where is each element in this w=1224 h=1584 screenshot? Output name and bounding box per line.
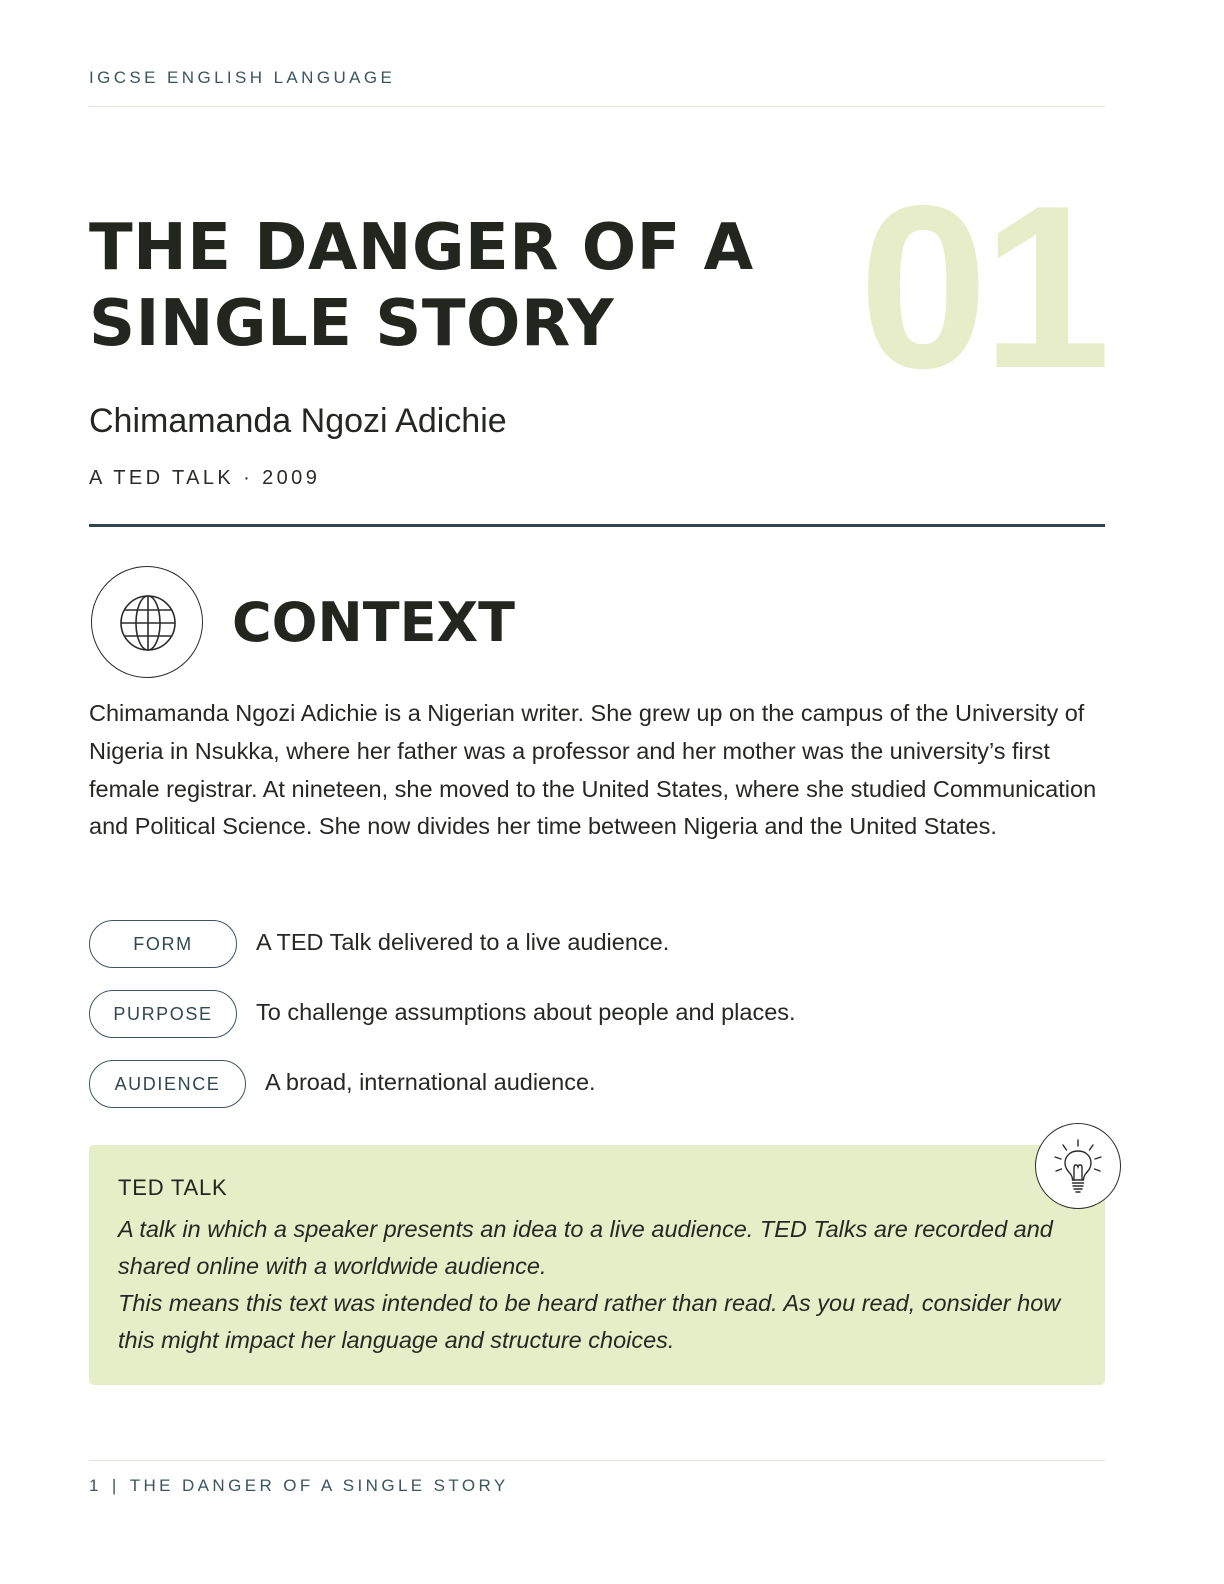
context-paragraph: Chimamanda Ngozi Adichie is a Nigerian writer. She grew up on the campus of the University of Nigeria in Nsukka, where her father was a professor and her mother was the university’s first female registrar. At nineteen, she moved to the United States, where she studied Communication and Political Science. She now divides her time between Nigeria and the United States. — [89, 700, 1097, 840]
lightbulb-icon-badge — [1035, 1123, 1121, 1209]
page-footer — [89, 1476, 509, 1496]
fact-row-audience — [89, 1060, 596, 1108]
callout-paragraph-2: This means this text was intended to be heard rather than read. As you read, consider how this might impact her language and structure choices. — [118, 1290, 1061, 1353]
chapter-number: 01 — [858, 158, 1105, 417]
running-head: IGCSE ENGLISH LANGUAGE — [89, 68, 396, 87]
ted-talk-callout — [89, 1145, 1105, 1385]
context-heading: CONTEXT — [232, 591, 515, 654]
globe-icon — [119, 594, 177, 652]
author-name: Chimamanda Ngozi Adichie — [89, 402, 507, 440]
purpose-text: To challenge assumptions about people and places. — [256, 998, 796, 1025]
form-text: A TED Talk delivered to a live audience. — [256, 928, 670, 955]
footer-divider — [89, 1460, 1105, 1461]
audience-tag: AUDIENCE — [89, 1060, 246, 1108]
page-number: 1 — [89, 1476, 102, 1495]
form-tag: FORM — [89, 920, 237, 968]
fact-row-form — [89, 920, 669, 968]
title-line-1: THE DANGER OF A — [89, 211, 754, 285]
page — [89, 0, 1105, 1584]
footer-running-title: THE DANGER OF A SINGLE STORY — [129, 1476, 509, 1495]
callout-title: TED TALK — [118, 1175, 228, 1200]
page-title — [89, 210, 809, 362]
section-divider — [89, 524, 1105, 527]
audience-text: A broad, international audience. — [265, 1068, 596, 1095]
callout-body — [118, 1211, 1088, 1359]
callout-paragraph-1: A talk in which a speaker presents an idea to a live audience. TED Talks are recorded and shared online with a worldwide audience. — [118, 1216, 1053, 1279]
talk-subtitle: A TED TALK · 2009 — [89, 467, 321, 489]
title-line-2: SINGLE STORY — [89, 287, 615, 361]
header-divider — [89, 106, 1105, 107]
globe-icon-badge — [91, 566, 203, 678]
footer-separator: | — [111, 1476, 120, 1495]
fact-row-purpose — [89, 990, 796, 1038]
lightbulb-icon — [1052, 1138, 1104, 1194]
purpose-tag: PURPOSE — [89, 990, 237, 1038]
